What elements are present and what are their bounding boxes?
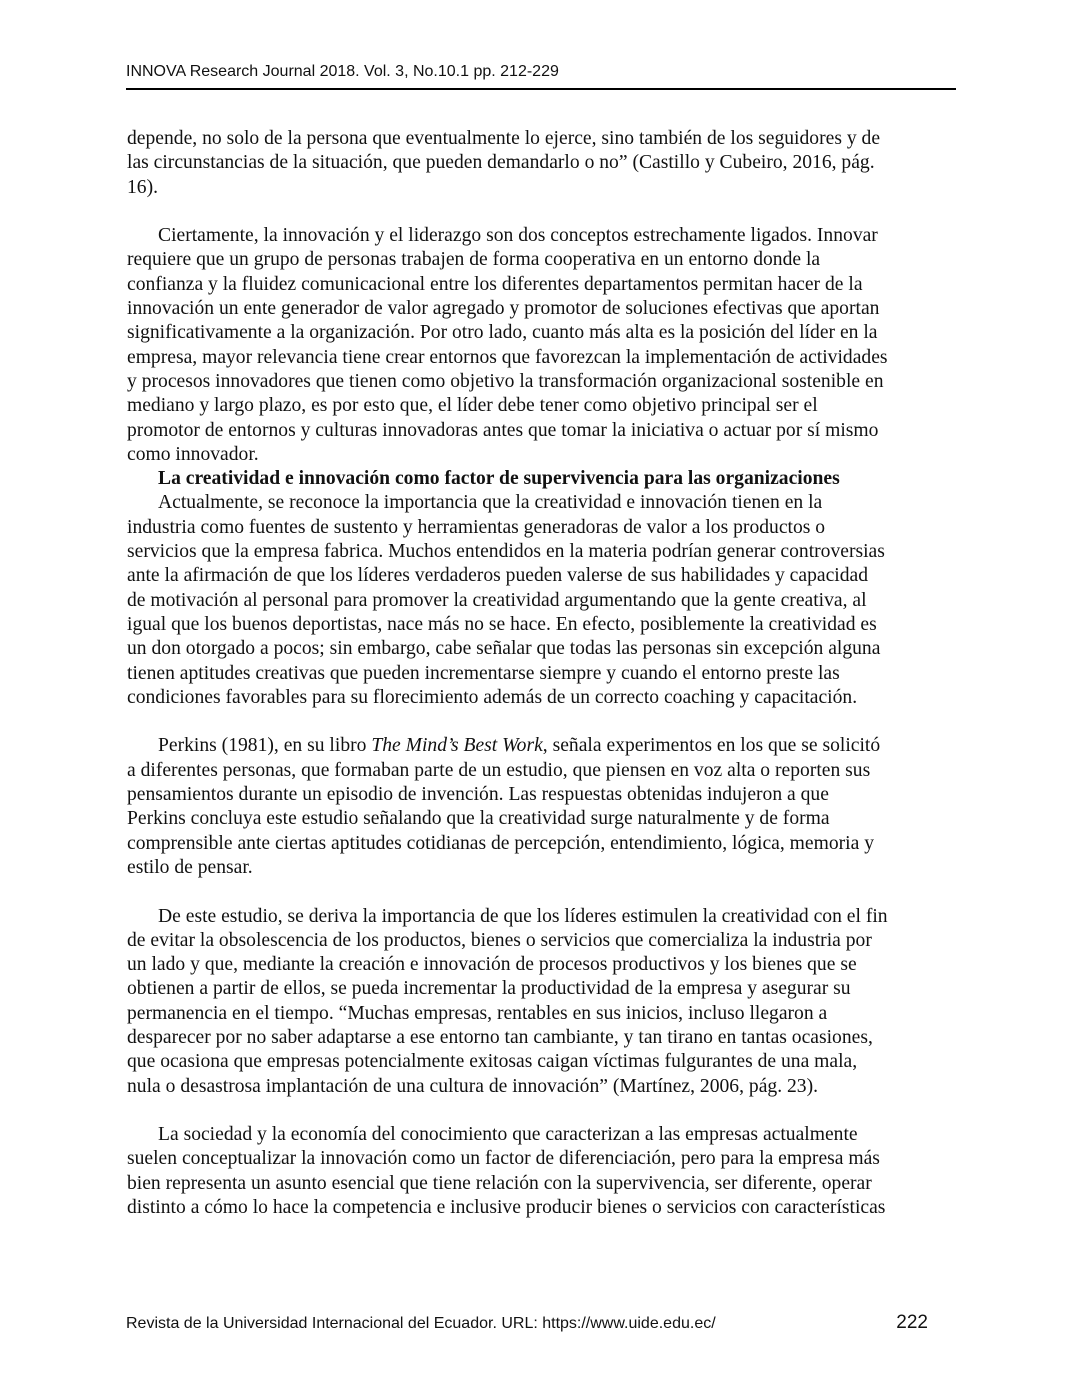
text-line: La sociedad y la economía del conocimiento que caracterizan a las empresas actualmente [158,1124,858,1146]
text-line: que ocasiona que empresas potencialmente exitosas caigan víctimas fulgurantes de una mala, [127,1051,858,1073]
article-body [127,127,953,1220]
text-line: pensamientos durante un episodio de invención. Las respuestas obtenidas indujeron a que [127,784,829,806]
text-line: mediano y largo plazo, es por esto que, el líder debe tener como objetivo principal ser el [127,395,818,417]
text-line: a diferentes personas, que formaban parte de un estudio, que piensen en voz alta o reporten sus [127,759,871,781]
text-line: un don otorgado a pocos; sin embargo, cabe señalar que todas las personas sin excepción alguna [127,638,881,660]
text-line: de motivación al personal para promover la creatividad argumentando que la gente creativa, al [127,589,867,611]
text-line: De este estudio, se deriva la importancia de que los líderes estimulen la creatividad con el fin [158,905,888,927]
page-footer [126,1311,956,1337]
text-fragment: , señala experimentos en los que se solicitó [542,735,881,757]
text-line: innovación un ente generador de valor agregado y promotor de soluciones efectivas que aportan [127,298,880,320]
text-line: comprensible ante ciertas aptitudes cotidianas de percepción, entendimiento, lógica, memoria y [127,832,875,854]
section-heading: La creatividad e innovación como factor de supervivencia para las organizaciones [158,468,840,490]
text-line: Perkins concluya este estudio señalando que la creatividad surge naturalmente y de forma [127,808,830,830]
text-line: ante la afirmación de que los líderes verdaderos pueden valerse de sus habilidades y capacidad [127,565,868,587]
paragraph [127,1123,953,1220]
text-line: significativamente a la organización. Por otro lado, cuanto más alta es la posición del líder en la [127,322,878,344]
text-line: tienen aptitudes creativas que pueden incrementarse siempre y cuando el entorno preste las [127,662,840,684]
text-line: de evitar la obsolescencia de los productos, bienes o servicios que comercializa la industria por [127,929,872,951]
text-line: condiciones favorables para su florecimiento además de un correcto coaching y capacitación. [127,686,858,708]
text-fragment: Perkins (1981), en su libro [158,735,372,757]
text-line: servicios que la empresa fabrica. Muchos entendidos en la materia podrían generar controversias [127,541,885,563]
paragraph [127,491,953,710]
journal-citation: INNOVA Research Journal 2018. Vol. 3, No.10.1 pp. 212-229 [126,63,559,80]
text-line: 16). [127,176,159,198]
text-line: y procesos innovadores que tienen como objetivo la transformación organizacional sostenible en [127,370,884,392]
text-line: suelen conceptualizar la innovación como un factor de diferenciación, pero para la empresa más [127,1148,880,1170]
text-line: confianza y la fluidez comunicacional entre los diferentes departamentos permitan hacer de la [127,273,863,295]
text-line: nula o desastrosa implantación de una cultura de innovación” (Martínez, 2006, pág. 23). [127,1075,819,1097]
text-line: desparecer por no saber adaptarse a ese entorno tan cambiante, y tan tirano en tantas ocasiones, [127,1026,873,1048]
text-line: permanencia en el tiempo. “Muchas empresas, rentables en sus inicios, incluso llegaron a [127,1002,828,1024]
text-line: distinto a cómo lo hace la competencia e inclusive producir bienes o servicios con características [127,1197,886,1219]
text-line: empresa, mayor relevancia tiene crear entornos que favorezcan la implementación de actividades [127,346,888,368]
text-line: un lado y que, mediante la creación e innovación de procesos productivos y los bienes que se [127,954,857,976]
text-line: obtienen a partir de ellos, se pueda incrementar la productividad de la empresa y asegurar su [127,978,851,1000]
paragraph [127,127,953,200]
text-line: las circunstancias de la situación, que pueden demandarlo o no” (Castillo y Cubeiro, 2016, pág. [127,152,875,174]
text-line: igual que los buenos deportistas, nace más no se hace. En efecto, posiblemente la creatividad es [127,613,877,635]
text-line: requiere que un grupo de personas trabajen de forma cooperativa en un entorno donde la [127,249,821,271]
page-number: 222 [896,1312,928,1333]
footer-text: Revista de la Universidad Internacional del Ecuador. URL: https://www.uide.edu.ec/ [126,1315,716,1332]
text-line: industria como fuentes de sustento y herramientas generadoras de valor a los productos o [127,516,826,538]
page-header [126,62,956,90]
text-line: bien representa un asunto esencial que tiene relación con la supervivencia, ser diferente, operar [127,1172,872,1194]
text-line: depende, no solo de la persona que eventualmente lo ejerce, sino también de los seguidores y de [127,128,881,149]
text-line: como innovador. [127,443,259,465]
text-line [127,734,953,758]
text-line: Ciertamente, la innovación y el liderazgo son dos conceptos estrechamente ligados. Innovar [158,225,878,247]
book-title: The Mind’s Best Work [371,735,543,757]
paragraph [127,224,953,467]
text-line: promotor de entornos y culturas innovadoras antes que tomar la iniciativa o actuar por sí mismo [127,419,879,441]
paragraph [127,734,953,880]
text-line: estilo de pensar. [127,856,253,878]
paragraph [127,905,953,1099]
text-line: Actualmente, se reconoce la importancia que la creatividad e innovación tienen en la [158,492,823,514]
